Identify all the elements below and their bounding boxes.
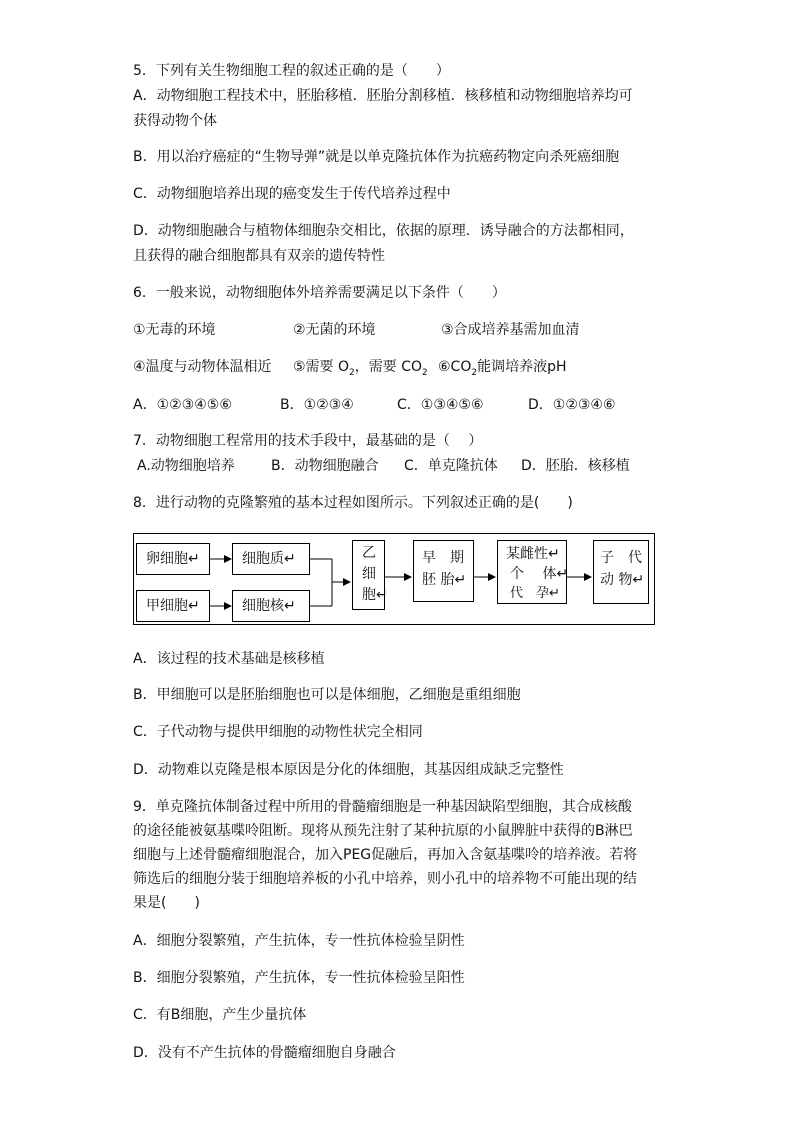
q6-condition-2: ②无菌的环境: [293, 322, 376, 338]
offspring-box: [593, 540, 649, 604]
q9-stem-line2: 的途径能被氨基喋呤阻断。现将从预先注射了某种抗原的小鼠脾脏中获得的B淋巴: [133, 823, 633, 839]
early-embryo-label-1: 早 期: [422, 550, 464, 566]
q7-stem: 7．动物细胞工程常用的技术手段中，最基础的是（ ）: [133, 433, 483, 449]
offspring-label-1: 子 代: [600, 550, 642, 566]
q8-option-d: D．动物难以克隆是根本原因是分化的体细胞，其基因组成缺乏完整性: [133, 762, 564, 778]
q5-option-a-line2: 获得动物个体: [133, 113, 217, 129]
q5-option-b: B．用以治疗癌症的“生物导弹”就是以单克隆抗体作为抗癌药物定向杀死癌细胞: [133, 149, 620, 165]
egg-cell-box: [136, 543, 210, 575]
q7-option-b: B．动物细胞融合: [271, 458, 379, 474]
early-embryo-label-2: 胚 胎↵: [422, 572, 467, 588]
nucleus-label: 细胞核↵: [242, 598, 296, 614]
q5-option-d-line1: D．动物细胞融合与植物体细胞杂交相比，依据的原理．诱导融合的方法都相同，: [133, 223, 634, 239]
q8-stem: 8．进行动物的克隆繁殖的基本过程如图所示。下列叙述正确的是( ): [133, 495, 573, 511]
q9-option-b: B．细胞分裂繁殖，产生抗体，专一性抗体检验呈阳性: [133, 970, 465, 986]
female-surrogate-box: [497, 540, 567, 604]
q6-condition-6: $⑥CO_2$能调培养液pH: [438, 359, 567, 378]
q9-option-a: A．细胞分裂繁殖，产生抗体，专一性抗体检验呈阴性: [133, 933, 465, 949]
q6-stem: 6．一般来说，动物细胞体外培养需要满足以下条件（ ）: [133, 285, 506, 301]
q9-option-d: D．没有不产生抗体的骨髓瘤细胞自身融合: [133, 1045, 396, 1061]
q6-option-c: C．①③④⑤⑥: [397, 397, 484, 413]
cloning-process-diagram: [133, 533, 655, 625]
q9-option-c: C．有B细胞，产生少量抗体: [133, 1007, 307, 1023]
early-embryo-box: [413, 540, 474, 602]
q9-stem-line3: 细胞与上述骨髓瘤细胞混合，加入PEG促融后，再加入含氨基喋呤的培养液。若将: [133, 847, 638, 863]
jia-cell-box: [136, 590, 210, 622]
q6-condition-4: ④温度与动物体温相近: [133, 359, 272, 375]
q8-option-a: A．该过程的技术基础是核移植: [133, 651, 325, 667]
q7-option-d: D．胚胎．核移植: [521, 458, 630, 474]
q8-option-c: C．子代动物与提供甲细胞的动物性状完全相同: [133, 724, 423, 740]
q5-stem: 5．下列有关生物细胞工程的叙述正确的是（ ）: [133, 63, 450, 79]
q6-condition-3: ③合成培养基需加血清: [441, 322, 580, 338]
q6-option-d: D．①②③④⑥: [528, 397, 616, 413]
q9-stem-line5: 果是( ): [133, 895, 200, 911]
q7-option-c: C．单克隆抗体: [404, 458, 498, 474]
q7-option-a: A.动物细胞培养: [137, 458, 235, 474]
q5-option-d-line2: 且获得的融合细胞都具有双亲的遗传特性: [133, 248, 385, 264]
offspring-label-2: 动 物↵: [600, 572, 645, 588]
yi-cell-label-2: 细: [362, 566, 376, 582]
jia-cell-label: 甲细胞↵: [146, 598, 200, 614]
cytoplasm-label: 细胞质↵: [242, 551, 296, 567]
yi-cell-box: [352, 540, 388, 610]
diagram-arrows: [134, 534, 654, 624]
q6-option-a: A．①②③④⑤⑥: [133, 397, 232, 413]
egg-cell-label: 卵细胞↵: [146, 551, 200, 567]
yi-cell-label-1: 乙: [362, 545, 376, 561]
q9-stem-line4: 筛选后的细胞分装于细胞培养板的小孔中培养，则小孔中的培养物不可能出现的结: [133, 871, 637, 887]
female-label-1: 某雌性↵: [506, 546, 560, 562]
q6-condition-5: ⑤需要 $O_2$，需要 $CO_2$: [293, 359, 428, 378]
q5-option-a-line1: A．动物细胞工程技术中，胚胎移植．胚胎分割移植．核移植和动物细胞培养均可: [133, 88, 633, 104]
female-label-2: 个 体↵: [510, 566, 569, 582]
female-label-3: 代 孕↵: [510, 586, 560, 601]
q8-option-b: B．甲细胞可以是胚胎细胞也可以是体细胞，乙细胞是重组细胞: [133, 687, 521, 703]
q9-stem-line1: 9．单克隆抗体制备过程中所用的骨髓瘤细胞是一种基因缺陷型细胞，其合成核酸: [133, 799, 632, 815]
q6-option-b: B．①②③④: [280, 397, 354, 413]
q6-condition-1: ①无毒的环境: [133, 322, 216, 338]
cytoplasm-box: [232, 543, 310, 575]
nucleus-box: [232, 590, 310, 622]
q5-option-c: C．动物细胞培养出现的癌变发生于传代培养过程中: [133, 186, 451, 202]
yi-cell-label-3: 胞↵: [362, 587, 388, 603]
